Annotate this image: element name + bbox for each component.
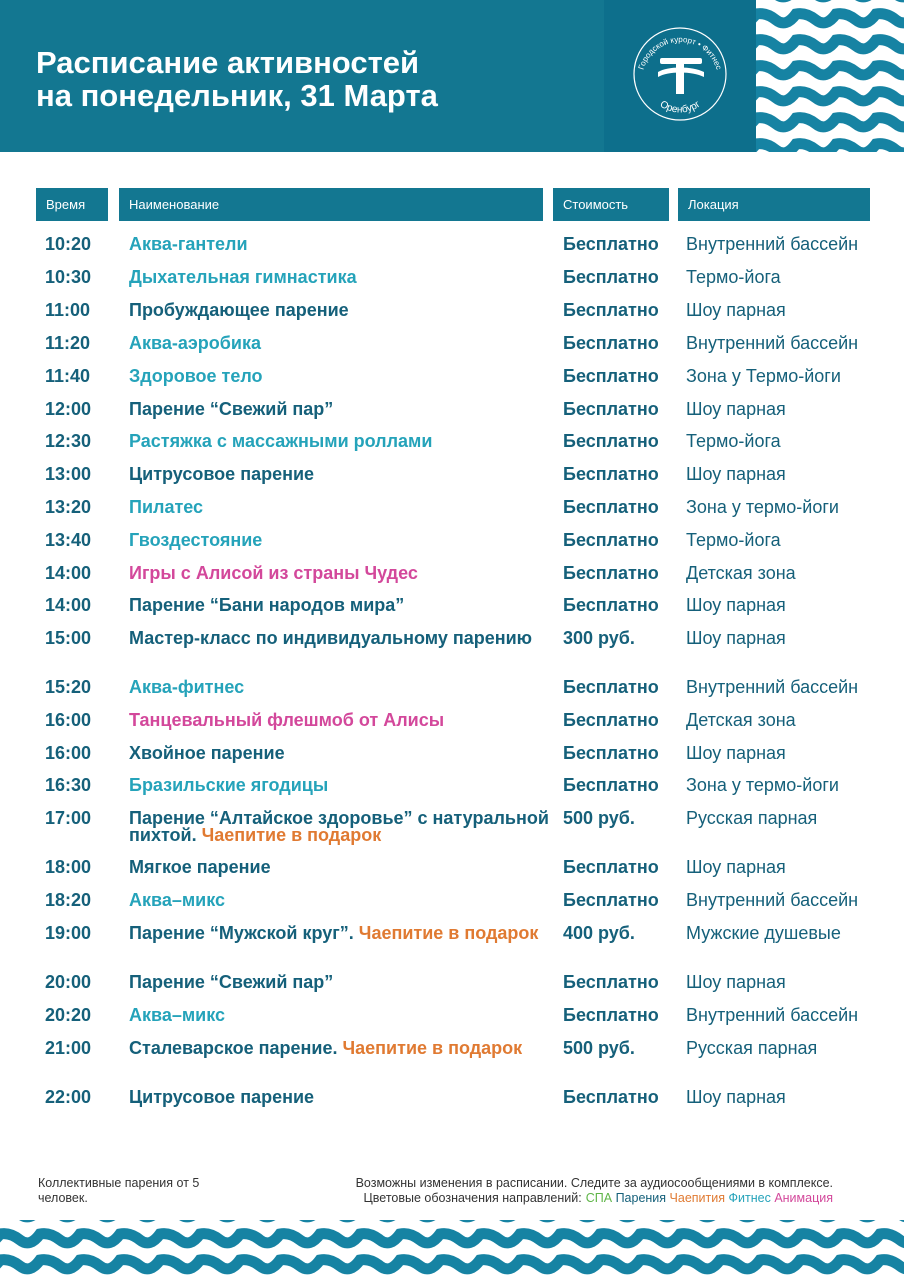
wave-pattern-bottom — [0, 1220, 904, 1280]
row-location: Мужские душевые — [686, 923, 841, 943]
activity-name: Парение “Свежий пар” — [129, 399, 334, 419]
row-location: Шоу парная — [686, 857, 786, 877]
row-cost: Бесплатно — [563, 267, 659, 287]
row-activity — [129, 597, 549, 614]
row-activity — [129, 532, 549, 549]
row-cost: 400 руб. — [563, 923, 635, 943]
resort-logo-icon — [626, 20, 734, 128]
row-activity — [129, 433, 549, 450]
row-time: 11:00 — [45, 300, 91, 320]
tea-gift-note: Чаепитие в подарок — [342, 1038, 523, 1058]
row-activity — [129, 466, 549, 483]
header-time: Время — [36, 188, 108, 221]
activity-name: Мастер-класс по индивидуальному парению — [129, 628, 533, 648]
row-activity — [129, 236, 549, 253]
row-location: Термо-йога — [686, 530, 781, 550]
row-time: 12:00 — [45, 399, 92, 419]
header-cost: Стоимость — [553, 188, 669, 221]
wave-stripe — [756, 92, 904, 104]
activity-name: Гвоздестояние — [129, 530, 263, 550]
svg-text:Оренбург — [658, 99, 703, 116]
footer-note: Коллективные парения от 5 человек. — [38, 1176, 200, 1205]
row-location: Внутренний бассейн — [686, 1005, 859, 1025]
row-location: Термо-йога — [686, 267, 781, 287]
row-time: 11:40 — [45, 366, 91, 386]
row-location: Зона у термо-йоги — [686, 497, 839, 517]
activity-name: Парение “Бани народов мира” — [129, 595, 405, 615]
row-cost: 500 руб. — [563, 808, 635, 828]
row-cost: Бесплатно — [563, 710, 659, 730]
activity-name: Аква-фитнес — [129, 677, 245, 697]
row-activity — [129, 810, 549, 844]
row-activity — [129, 1007, 549, 1024]
wave-stripe — [756, 66, 904, 78]
row-activity — [129, 499, 549, 516]
activity-name: Парение “Свежий пар” — [129, 972, 334, 992]
header-location: Локация — [678, 188, 870, 221]
row-time: 21:00 — [45, 1038, 92, 1058]
row-cost: Бесплатно — [563, 677, 659, 697]
row-activity — [129, 269, 549, 286]
legend-animation: Анимация — [774, 1191, 833, 1205]
row-cost: Бесплатно — [563, 300, 659, 320]
row-activity — [129, 892, 549, 909]
row-cost: Бесплатно — [563, 399, 659, 419]
row-cost: Бесплатно — [563, 595, 659, 615]
row-location: Шоу парная — [686, 972, 786, 992]
row-activity — [129, 1040, 549, 1057]
legend-fitness: Фитнес — [728, 1191, 771, 1205]
activity-name: Цитрусовое парение — [129, 1087, 315, 1107]
activity-name: Танцевальный флешмоб от Алисы — [129, 710, 445, 730]
wave-stripe — [756, 118, 904, 130]
row-cost: Бесплатно — [563, 890, 659, 910]
color-legend — [356, 1191, 833, 1206]
activity-name: Пробуждающее парение — [129, 300, 349, 320]
activity-name: Мягкое парение — [129, 857, 271, 877]
footer-info — [356, 1176, 833, 1206]
activity-name: Аква-гантели — [129, 234, 248, 254]
row-activity — [129, 401, 549, 418]
row-cost: 300 руб. — [563, 628, 635, 648]
row-location: Термо-йога — [686, 431, 781, 451]
row-time: 14:00 — [45, 595, 92, 615]
activity-name: Игры с Алисой из страны Чудес — [129, 563, 418, 583]
row-location: Детская зона — [686, 563, 796, 583]
activity-name: Дыхательная гимнастика — [129, 267, 357, 287]
activity-name: Парение “Мужской круг”. — [129, 923, 354, 943]
row-activity — [129, 565, 549, 582]
row-activity — [129, 630, 549, 647]
row-time: 16:30 — [45, 775, 92, 795]
row-activity — [129, 368, 549, 385]
tea-gift-note: Чаепитие в подарок — [201, 825, 382, 845]
legend-tea: Чаепития — [669, 1191, 726, 1205]
legend-steam: Парения — [615, 1191, 667, 1205]
row-cost: Бесплатно — [563, 464, 659, 484]
row-cost: Бесплатно — [563, 234, 659, 254]
activity-name: Хвойное парение — [129, 743, 285, 763]
row-location: Шоу парная — [686, 464, 786, 484]
row-location: Шоу парная — [686, 595, 786, 615]
row-time: 17:00 — [45, 808, 92, 828]
row-time: 15:00 — [45, 628, 92, 648]
row-cost: Бесплатно — [563, 775, 659, 795]
row-time: 13:00 — [45, 464, 92, 484]
row-location: Внутренний бассейн — [686, 890, 859, 910]
row-location: Шоу парная — [686, 628, 786, 648]
row-cost: Бесплатно — [563, 497, 659, 517]
activity-name: Цитрусовое парение — [129, 464, 315, 484]
activity-name: Пилатес — [129, 497, 204, 517]
wave-stripe — [0, 1234, 904, 1246]
row-location: Зона у термо-йоги — [686, 775, 839, 795]
wave-pattern-top — [756, 0, 904, 152]
row-activity — [129, 679, 549, 696]
title-line-2: на понедельник, 31 Марта — [36, 78, 438, 113]
logo-panel — [604, 0, 756, 152]
row-activity — [129, 859, 549, 876]
legend-spa: СПА — [585, 1191, 613, 1205]
row-location: Шоу парная — [686, 399, 786, 419]
row-activity — [129, 745, 549, 762]
row-location: Зона у Термо-йоги — [686, 366, 841, 386]
row-activity — [129, 1089, 549, 1106]
row-cost: Бесплатно — [563, 857, 659, 877]
wave-stripe — [756, 40, 904, 52]
row-location: Внутренний бассейн — [686, 677, 859, 697]
row-time: 16:00 — [45, 743, 92, 763]
title-line-1: Расписание активностей — [36, 45, 420, 80]
wave-stripe — [756, 144, 904, 152]
row-location: Русская парная — [686, 1038, 818, 1058]
row-cost: Бесплатно — [563, 1005, 659, 1025]
row-location: Шоу парная — [686, 743, 786, 763]
logo-text-top: Городской курорт • Фитнес — [636, 34, 724, 71]
row-location: Внутренний бассейн — [686, 234, 859, 254]
header-name: Наименование — [119, 188, 543, 221]
row-time: 18:00 — [45, 857, 92, 877]
logo-text-bottom: Оренбург — [657, 98, 703, 116]
activity-name: Сталеварское парение. — [129, 1038, 338, 1058]
row-time: 10:20 — [45, 234, 92, 254]
row-location: Русская парная — [686, 808, 818, 828]
wave-stripe — [756, 14, 904, 26]
row-location: Внутренний бассейн — [686, 333, 859, 353]
page-title — [36, 46, 438, 112]
row-activity — [129, 777, 549, 794]
row-cost: Бесплатно — [563, 1087, 659, 1107]
row-time: 10:30 — [45, 267, 92, 287]
row-activity — [129, 925, 549, 942]
tea-gift-note: Чаепитие в подарок — [358, 923, 539, 943]
row-activity — [129, 712, 549, 729]
activity-name: Аква-аэробика — [129, 333, 261, 353]
row-cost: Бесплатно — [563, 431, 659, 451]
row-activity — [129, 974, 549, 991]
row-time: 20:20 — [45, 1005, 92, 1025]
row-cost: Бесплатно — [563, 972, 659, 992]
row-location: Шоу парная — [686, 1087, 786, 1107]
row-cost: 500 руб. — [563, 1038, 635, 1058]
row-time: 16:00 — [45, 710, 92, 730]
activity-name: Здоровое тело — [129, 366, 263, 386]
row-time: 13:20 — [45, 497, 92, 517]
row-location: Шоу парная — [686, 300, 786, 320]
row-location: Детская зона — [686, 710, 796, 730]
row-time: 20:00 — [45, 972, 92, 992]
row-time: 22:00 — [45, 1087, 92, 1107]
activity-name: Парение “Алтайское здоровье” с натуральной пихтой. — [129, 808, 549, 845]
row-cost: Бесплатно — [563, 366, 659, 386]
footer-changes-note: Возможны изменения в расписании. Следите за аудиосообщениями в комплексе. — [355, 1176, 833, 1190]
row-time: 12:30 — [45, 431, 92, 451]
row-cost: Бесплатно — [563, 333, 659, 353]
row-activity — [129, 302, 549, 319]
row-cost: Бесплатно — [563, 743, 659, 763]
row-time: 13:40 — [45, 530, 92, 550]
activity-name: Бразильские ягодицы — [129, 775, 329, 795]
row-time: 15:20 — [45, 677, 92, 697]
legend-prefix: Цветовые обозначения направлений: — [363, 1191, 582, 1205]
row-cost: Бесплатно — [563, 530, 659, 550]
row-time: 11:20 — [45, 333, 91, 353]
activity-name: Растяжка с массажными роллами — [129, 431, 433, 451]
activity-name: Аква–микс — [129, 890, 226, 910]
row-activity — [129, 335, 549, 352]
row-time: 19:00 — [45, 923, 92, 943]
row-time: 14:00 — [45, 563, 92, 583]
row-time: 18:20 — [45, 890, 92, 910]
wave-stripe — [0, 1260, 904, 1272]
row-cost: Бесплатно — [563, 563, 659, 583]
activity-name: Аква–микс — [129, 1005, 226, 1025]
